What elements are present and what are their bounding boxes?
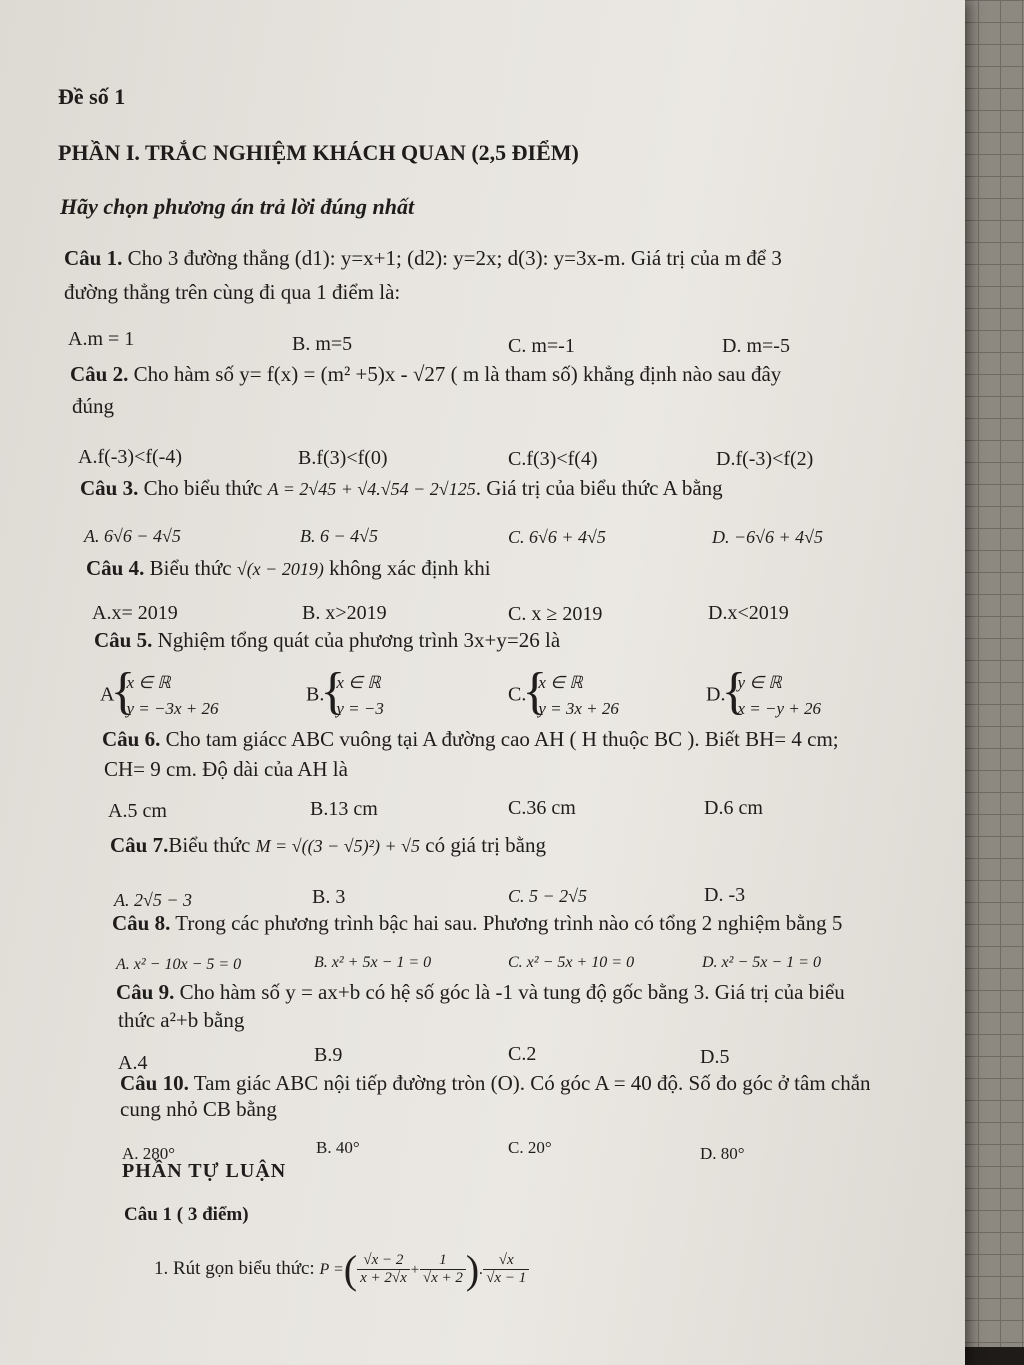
q9-option-c: C.2 (508, 1043, 537, 1065)
q7-expression: M = √((3 − √5)²) + √5 (255, 836, 421, 856)
question-6: Câu 6. Cho tam giácc ABC vuông tại A đường cao AH ( H thuộc BC ). Biết BH= 4 cm; (102, 727, 839, 751)
q2-option-a: A.f(-3)<f(-4) (78, 446, 183, 468)
essay-item-1: 1. Rút gọn biểu thức: P =( $\frac{√x - 2}{x + 2√x}$ + $\frac{1}{√x + 2}$ ). $\frac{√x}{√x - 1}$ (154, 1246, 529, 1293)
part2-heading: PHẦN TỰ LUẬN (122, 1160, 287, 1182)
q2-option-c: C.f(3)<f(4) (508, 448, 598, 470)
q7-option-b: B. 3 (312, 886, 346, 908)
q3-expression: A = 2√45 + √4.√54 − 2√125 (267, 479, 476, 499)
q8-option-d: D. x² − 5x − 1 = 0 (702, 954, 821, 971)
essay-question-1: Câu 1 ( 3 điểm) (124, 1204, 249, 1225)
q8-option-a: A. x² − 10x − 5 = 0 (116, 956, 242, 973)
question-2-line2: đúng (72, 394, 114, 418)
fraction-3: $\frac{√x}{√x - 1}$ (483, 1252, 529, 1287)
q7-option-c: C. 5 − 2√5 (508, 886, 588, 906)
q2-option-b: B.f(3)<f(0) (298, 447, 388, 469)
q1-option-d: D. m=-5 (722, 335, 790, 357)
question-8: Câu 8. Trong các phương trình bậc hai sau. Phương trình nào có tổng 2 nghiệm bằng 5 (112, 911, 843, 935)
q9-option-b: B.9 (314, 1044, 343, 1066)
question-5: Câu 5. Nghiệm tổng quát của phương trình 3x+y=26 là (94, 628, 561, 652)
q5-option-b: B. { x ∈ ℝ y = −3 (306, 670, 384, 722)
q4-option-b: B. x>2019 (302, 602, 387, 624)
left-paren-icon: ( (343, 1247, 358, 1292)
q9-option-d: D.5 (700, 1046, 730, 1068)
question-3: Câu 3. Cho biểu thức A = 2√45 + √4.√54 − 2√125. Giá trị của biểu thức A bằng (80, 476, 723, 500)
question-9-line2: thức a²+b bằng (118, 1008, 245, 1032)
instruction: Hãy chọn phương án trả lời đúng nhất (60, 194, 415, 219)
formula-lhs: P = (319, 1260, 344, 1278)
question-9: Câu 9. Cho hàm số y = ax+b có hệ số góc là -1 và tung độ gốc bằng 3. Giá trị của biểu (116, 980, 845, 1004)
q5-option-d: D. { y ∈ ℝ x = −y + 26 (706, 670, 821, 722)
q7-option-d: D. -3 (704, 884, 746, 906)
q4-option-d: D.x<2019 (708, 602, 789, 624)
q3-option-a: A. 6√6 − 4√5 (84, 526, 181, 546)
q3-option-b: B. 6 − 4√5 (300, 526, 379, 546)
q1-option-a: A.m = 1 (68, 328, 135, 350)
q4-option-a: A.x= 2019 (92, 602, 178, 624)
q4-expression: √(x − 2019) (236, 559, 324, 579)
q1-option-b: B. m=5 (292, 333, 353, 355)
fraction-2: $\frac{1}{√x + 2}$ (420, 1252, 466, 1287)
q10-option-a: A. 280° (122, 1144, 176, 1163)
question-10: Câu 10. Tam giác ABC nội tiếp đường tròn (O). Có góc A = 40 độ. Số đo góc ở tâm chắn (120, 1071, 871, 1095)
fraction-1: $\frac{√x - 2}{x + 2√x}$ (357, 1252, 410, 1287)
question-4: Câu 4. Biểu thức √(x − 2019) không xác định khi (86, 556, 491, 580)
q3-option-c: C. 6√6 + 4√5 (508, 527, 606, 547)
q5-option-c: C. { x ∈ ℝ y = 3x + 26 (508, 670, 619, 722)
q6-option-d: D.6 cm (704, 797, 763, 819)
q6-option-a: A.5 cm (108, 800, 167, 822)
q7-option-a: A. 2√5 − 3 (114, 890, 193, 910)
part1-heading: PHẦN I. TRẮC NGHIỆM KHÁCH QUAN (2,5 ĐIỂM) (58, 140, 579, 165)
q10-option-c: C. 20° (508, 1138, 552, 1157)
question-10-line2: cung nhỏ CB bằng (120, 1097, 277, 1121)
q8-option-b: B. x² + 5x − 1 = 0 (314, 954, 432, 971)
q10-option-b: B. 40° (316, 1138, 360, 1157)
exam-title: Đề số 1 (58, 84, 126, 109)
q6-option-b: B.13 cm (310, 798, 378, 820)
right-paren-icon: ) (465, 1247, 480, 1292)
question-1: Câu 1. Cho 3 đường thẳng (d1): y=x+1; (d2): y=2x; d(3): y=3x-m. Giá trị của m để 3 (64, 246, 782, 270)
q8-option-c: C. x² − 5x + 10 = 0 (508, 954, 635, 971)
q3-option-d: D. −6√6 + 4√5 (712, 527, 824, 547)
q4-option-c: C. x ≥ 2019 (508, 603, 603, 625)
q5-option-a: A { x ∈ ℝ y = −3x + 26 (100, 670, 218, 722)
question-6-line2: CH= 9 cm. Độ dài của AH là (104, 757, 348, 781)
question-2: Câu 2. Cho hàm số y= f(x) = (m² +5)x - √27 ( m là tham số) khẳng định nào sau đây (70, 362, 782, 386)
question-1-line2: đường thẳng trên cùng đi qua 1 điểm là: (64, 280, 401, 304)
q1-option-c: C. m=-1 (508, 335, 575, 357)
q6-option-c: C.36 cm (508, 797, 576, 819)
question-7: Câu 7.Biểu thức M = √((3 − √5)²) + √5 có giá trị bằng (110, 833, 546, 857)
q10-option-d: D. 80° (700, 1144, 745, 1163)
q9-option-a: A.4 (118, 1052, 148, 1074)
q2-option-d: D.f(-3)<f(2) (716, 448, 814, 470)
